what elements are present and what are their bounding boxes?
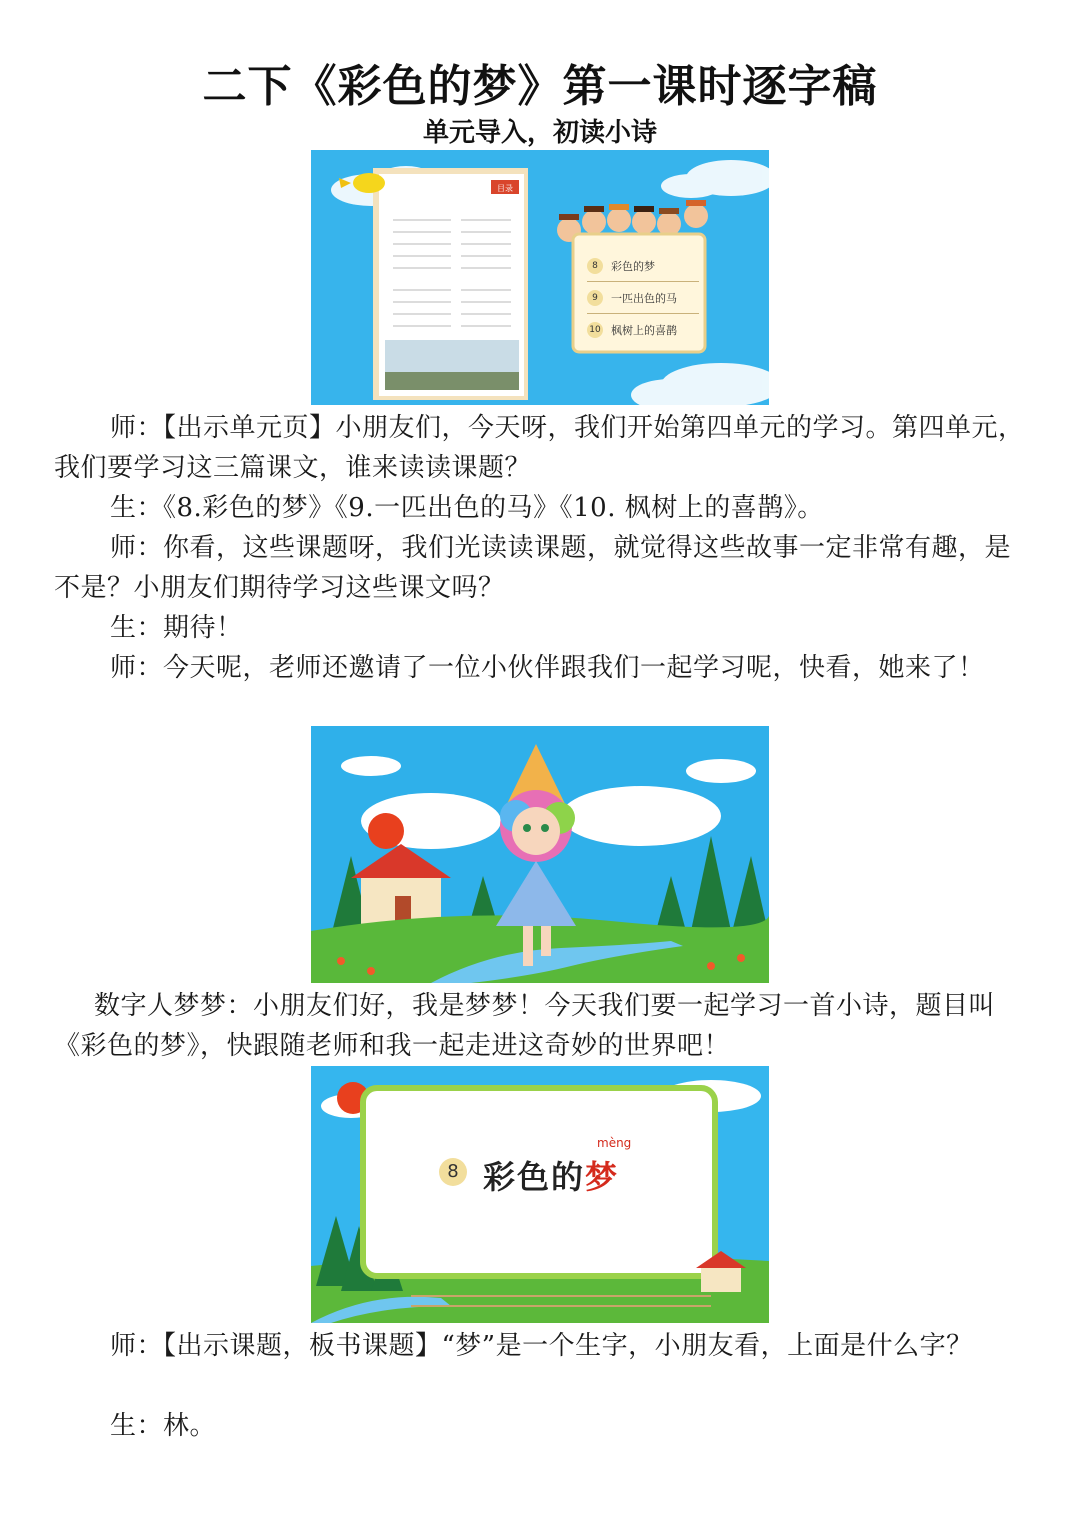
paragraph: 生：期待！ [110, 613, 243, 643]
lesson-heading [483, 1152, 619, 1198]
character-slide [311, 726, 769, 983]
lesson-number: 8 [587, 258, 603, 274]
lesson-title: 枫树上的喜鹊 [611, 323, 677, 337]
lesson-heading-text: 彩色的 [483, 1158, 586, 1196]
paragraph: 生：林。 [110, 1411, 217, 1441]
lesson-title: 彩色的梦 [611, 259, 655, 273]
paragraph: 师：【出示单元页】小朋友们，今天呀，我们开始第四单元的学习。第四单元，我们要学习这三篇课文，谁来读读课题？ [54, 413, 1025, 483]
paragraph: 师：【出示课题，板书课题】“梦”是一个生字，小朋友看，上面是什么字？ [110, 1331, 973, 1361]
unit-page-slide [311, 150, 769, 405]
lesson-list [587, 250, 699, 345]
lesson-title-slide [311, 1066, 769, 1323]
lesson-number: 9 [587, 290, 603, 306]
lesson-item [587, 314, 699, 345]
book-tab-label: 目录 [497, 184, 513, 193]
lesson-heading-char: 梦 [585, 1158, 620, 1196]
lesson-item [587, 250, 699, 282]
section-subtitle: 单元导入，初读小诗 [422, 118, 657, 148]
lesson-number-badge: 8 [447, 1161, 459, 1182]
paragraph: 生：《8.彩色的梦》《9.一匹出色的马》《10. 枫树上的喜鹊》。 [110, 493, 824, 523]
pinyin-annotation: mèng [597, 1136, 632, 1150]
lesson-number: 10 [587, 322, 603, 338]
paragraph: 数字人梦梦：小朋友们好，我是梦梦！今天我们要一起学习一首小诗，题目叫《彩色的梦》，快跟随老师和我一起走进这奇妙的世界吧！ [54, 991, 996, 1061]
lesson-title: 一匹出色的马 [611, 291, 677, 305]
paragraph: 师：你看，这些课题呀，我们光读读课题，就觉得这些故事一定非常有趣，是不是？小朋友们期待学习这些课文吗？ [54, 533, 1012, 603]
character-illustration [311, 726, 769, 983]
paragraph: 师：今天呢，老师还邀请了一位小伙伴跟我们一起学习呢，快看，她来了！ [110, 653, 985, 683]
page-title: 二下《彩色的梦》第一课时逐字稿 [202, 61, 878, 112]
lesson-item [587, 282, 699, 314]
